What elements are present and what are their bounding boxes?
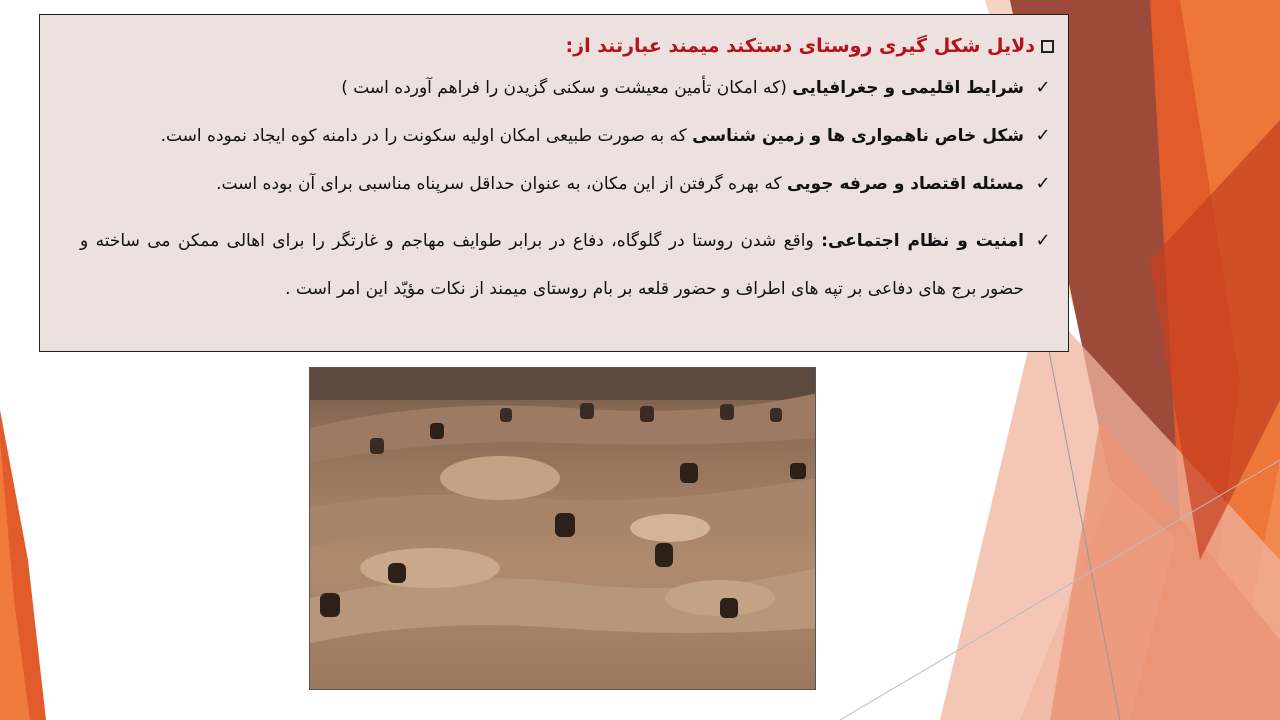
village-photo <box>309 367 816 690</box>
village-photo-illustration <box>310 368 816 690</box>
list-item <box>80 73 1054 103</box>
item-text: که به صورت طبیعی امکان اولیه سکونت را در دامنه کوه ایجاد نموده است. <box>160 126 693 146</box>
item-text: که بهره گرفتن از این مکان، به عنوان حداقل سرپناه مناسبی برای آن بوده است. <box>216 174 788 194</box>
item-bold-text: مسئله اقتصاد و صرفه جویی <box>787 174 1024 194</box>
item-bold-text: شکل خاص ناهمواری ها و زمین شناسی <box>692 126 1024 146</box>
slide-title-text: دلایل شکل گیری روستای دستکند میمند عبارتند از: <box>565 35 1035 57</box>
content-textbox <box>39 14 1069 352</box>
item-text: (که امکان تأمین معیشت و سکنی گزیدن را فراهم آورده است ) <box>341 78 793 98</box>
checkmark-icon: ✓ <box>1035 230 1051 251</box>
checkmark-icon: ✓ <box>1035 125 1051 146</box>
item-bold-text: شرایط اقلیمی و جغرافیایی <box>792 78 1024 98</box>
slide-title <box>80 29 1054 63</box>
list-item <box>80 217 1054 313</box>
list-item <box>80 121 1054 151</box>
checkbox-bullet-icon <box>1041 40 1054 53</box>
item-bold-text: امنیت و نظام اجتماعی: <box>821 231 1024 251</box>
checkmark-icon: ✓ <box>1035 77 1051 98</box>
item-text: واقع شدن روستا در گلوگاه، دفاع در برابر طوایف مهاجم و غارتگر را برای اهالی ممکن می ساخته و حضور برج های دفاعی بر تپه های اطراف و حضور قلعه بر بام روستای میمند از نکات مؤیّد این امر است . <box>80 231 1024 299</box>
checkmark-icon: ✓ <box>1035 173 1051 194</box>
list-item <box>80 169 1054 199</box>
